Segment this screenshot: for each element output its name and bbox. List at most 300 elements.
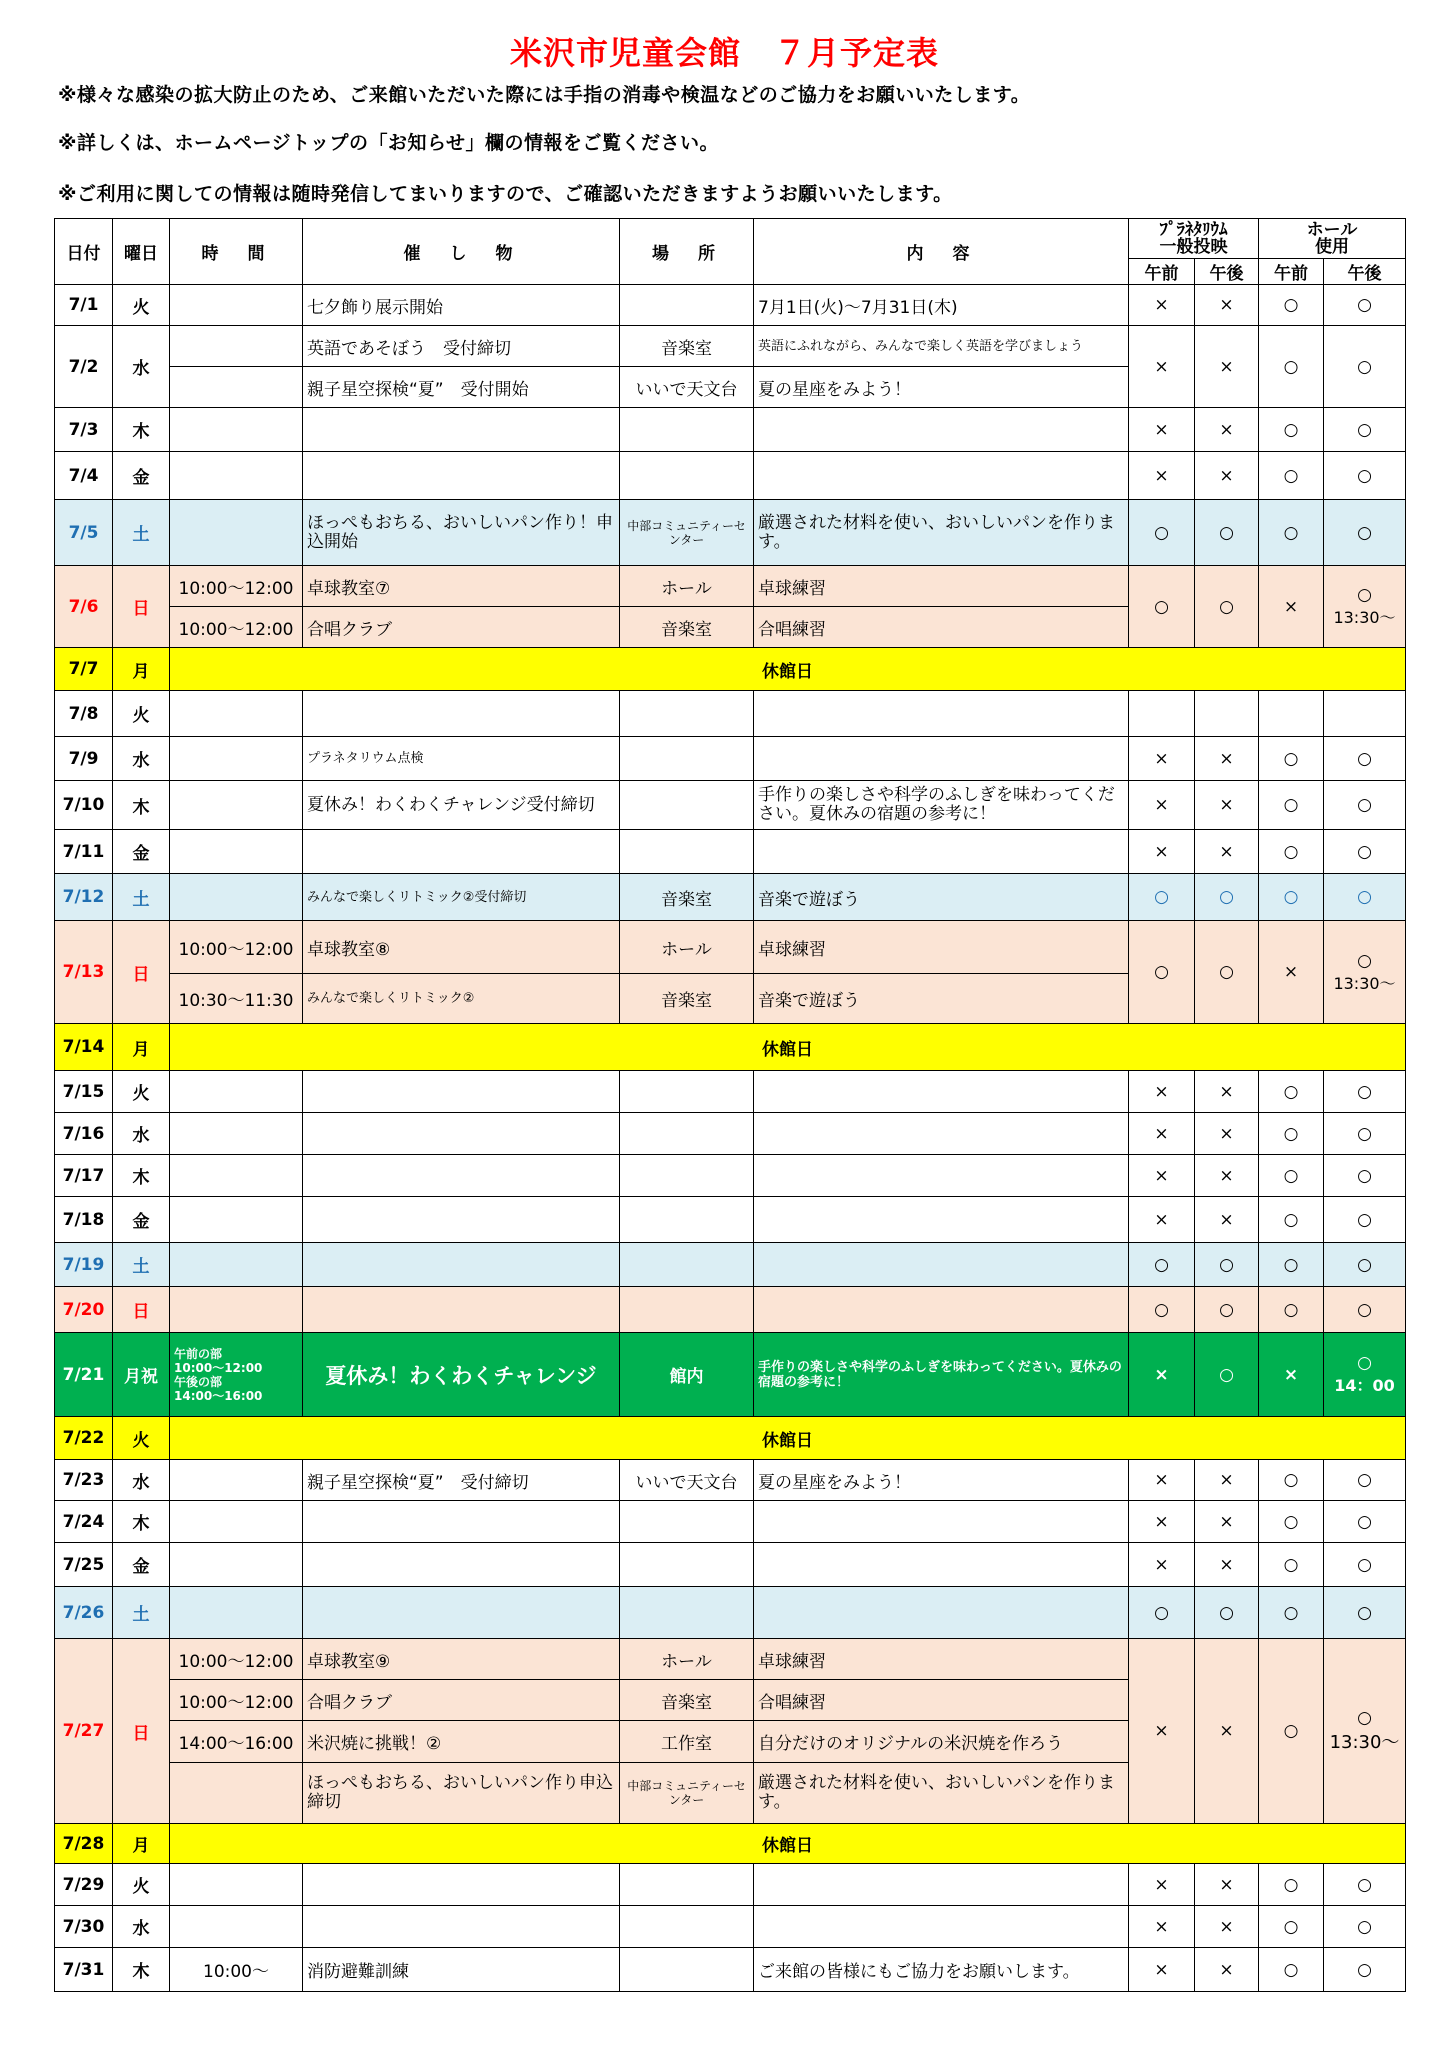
place-cell: 音楽室 xyxy=(620,874,754,921)
event-cell xyxy=(303,1071,620,1113)
day-row xyxy=(55,1587,1406,1639)
planetarium-pm-mark: ○ xyxy=(1195,1287,1259,1333)
dow-cell: 金 xyxy=(113,830,170,874)
time-cell xyxy=(170,285,303,326)
hall-pm-mark: ○ 13:30～ xyxy=(1324,566,1406,648)
place-cell xyxy=(620,1543,754,1587)
planetarium-am-mark: × xyxy=(1129,285,1195,326)
day-row-closed xyxy=(55,1024,1406,1071)
place-cell xyxy=(620,1864,754,1906)
content-cell: 手作りの楽しさや科学のふしぎを味わってください。夏休みの宿題の参考に！ xyxy=(754,781,1129,830)
notice-infection: ※様々な感染の拡大防止のため、ご来館いただいた際には手指の消毒や検温などのご協力をお願いいたします。 xyxy=(58,84,1031,106)
date-cell: 7/10 xyxy=(55,781,113,830)
planetarium-pm-mark xyxy=(1195,691,1259,737)
event-cell: 夏休み！わくわくチャレンジ xyxy=(303,1333,620,1417)
event-cell: 合唱クラブ xyxy=(303,607,620,648)
planetarium-pm-mark: × xyxy=(1195,1113,1259,1155)
place-cell: 音楽室 xyxy=(620,607,754,648)
time-cell: 10:30～11:30 xyxy=(170,974,303,1024)
hall-pm-mark: ○ xyxy=(1324,1864,1406,1906)
hall-am-mark: ○ xyxy=(1259,408,1324,452)
date-cell: 7/25 xyxy=(55,1543,113,1587)
day-row xyxy=(55,1460,1406,1501)
hall-pm-mark: ○ xyxy=(1324,737,1406,781)
day-row xyxy=(55,285,1406,326)
content-cell xyxy=(754,691,1129,737)
planetarium-pm-mark: × xyxy=(1195,1197,1259,1243)
planetarium-pm-mark: × xyxy=(1195,452,1259,500)
time-cell: 10:00～12:00 xyxy=(170,566,303,607)
time-cell xyxy=(170,326,303,367)
day-row-closed xyxy=(55,648,1406,691)
content-cell: 合唱練習 xyxy=(754,1680,1129,1721)
content-cell: 厳選された材料を使い、おいしいパンを作ります。 xyxy=(754,1763,1129,1824)
hall-am-mark: ○ xyxy=(1259,500,1324,566)
place-cell: 中部コミュニティーセンター xyxy=(620,1763,754,1824)
planetarium-am-mark xyxy=(1129,691,1195,737)
dow-cell: 木 xyxy=(113,1155,170,1197)
schedule-table xyxy=(54,218,1406,1992)
hall-pm-mark: ○ xyxy=(1324,1243,1406,1287)
day-row xyxy=(55,1243,1406,1287)
dow-cell: 日 xyxy=(113,566,170,648)
day-row xyxy=(55,1113,1406,1155)
event-cell xyxy=(303,1113,620,1155)
event-cell xyxy=(303,1287,620,1333)
event-cell: 米沢焼に挑戦！② xyxy=(303,1721,620,1763)
place-cell xyxy=(620,737,754,781)
content-cell: 手作りの楽しさや科学のふしぎを味わってください。夏休みの宿題の参考に！ xyxy=(754,1333,1129,1417)
planetarium-am-mark: ○ xyxy=(1129,1287,1195,1333)
hall-am-mark: ○ xyxy=(1259,1948,1324,1992)
day-row xyxy=(55,1543,1406,1587)
date-cell: 7/19 xyxy=(55,1243,113,1287)
header-hall-am: 午前 xyxy=(1259,259,1324,285)
planetarium-pm-mark: ○ xyxy=(1195,921,1259,1024)
content-cell: 英語にふれながら、みんなで楽しく英語を学びましょう xyxy=(754,326,1129,367)
place-cell xyxy=(620,1587,754,1639)
day-row-closed xyxy=(55,1417,1406,1460)
hall-pm-mark: ○ xyxy=(1324,1906,1406,1948)
header-hall: ホール 使用 xyxy=(1259,219,1406,259)
place-cell: 館内 xyxy=(620,1333,754,1417)
hall-pm-mark: ○ xyxy=(1324,1948,1406,1992)
closed-label: 休館日 xyxy=(170,1024,1406,1071)
dow-cell: 土 xyxy=(113,1587,170,1639)
dow-cell: 木 xyxy=(113,1948,170,1992)
dow-cell: 月祝 xyxy=(113,1333,170,1417)
dow-cell: 金 xyxy=(113,1197,170,1243)
date-cell: 7/5 xyxy=(55,500,113,566)
header-dow: 曜日 xyxy=(113,219,170,285)
event-cell xyxy=(303,1587,620,1639)
hall-am-mark: × xyxy=(1259,1333,1324,1417)
place-cell: ホール xyxy=(620,1639,754,1680)
time-cell xyxy=(170,1587,303,1639)
hall-am-mark: ○ xyxy=(1259,1071,1324,1113)
day-row xyxy=(55,921,1406,974)
content-cell: 音楽で遊ぼう xyxy=(754,974,1129,1024)
date-cell: 7/8 xyxy=(55,691,113,737)
page-title: 米沢市児童会館 ７月予定表 xyxy=(509,34,939,72)
planetarium-am-mark: × xyxy=(1129,1543,1195,1587)
planetarium-am-mark: ○ xyxy=(1129,874,1195,921)
dow-cell: 火 xyxy=(113,691,170,737)
dow-cell: 月 xyxy=(113,648,170,691)
hall-pm-mark: ○ xyxy=(1324,1543,1406,1587)
place-cell xyxy=(620,830,754,874)
planetarium-pm-mark: × xyxy=(1195,285,1259,326)
planetarium-pm-mark: ○ xyxy=(1195,1333,1259,1417)
time-cell xyxy=(170,452,303,500)
planetarium-am-mark: ○ xyxy=(1129,1243,1195,1287)
event-cell: 夏休み！わくわくチャレンジ受付締切 xyxy=(303,781,620,830)
content-cell xyxy=(754,737,1129,781)
place-cell: いいで天文台 xyxy=(620,367,754,408)
dow-cell: 土 xyxy=(113,1243,170,1287)
content-cell: 厳選された材料を使い、おいしいパンを作ります。 xyxy=(754,500,1129,566)
day-row xyxy=(55,1287,1406,1333)
content-cell xyxy=(754,1287,1129,1333)
hall-pm-mark: ○ xyxy=(1324,1113,1406,1155)
place-cell xyxy=(620,1287,754,1333)
event-cell xyxy=(303,1501,620,1543)
planetarium-am-mark: × xyxy=(1129,408,1195,452)
hall-pm-mark: ○ xyxy=(1324,781,1406,830)
date-cell: 7/18 xyxy=(55,1197,113,1243)
dow-cell: 金 xyxy=(113,1543,170,1587)
hall-pm-mark: ○ 13:30～ xyxy=(1324,921,1406,1024)
dow-cell: 木 xyxy=(113,408,170,452)
planetarium-pm-mark: × xyxy=(1195,1155,1259,1197)
planetarium-am-mark: ○ xyxy=(1129,921,1195,1024)
event-cell: 七夕飾り展示開始 xyxy=(303,285,620,326)
place-cell xyxy=(620,1155,754,1197)
time-cell xyxy=(170,691,303,737)
planetarium-pm-mark: × xyxy=(1195,1071,1259,1113)
planetarium-pm-mark: ○ xyxy=(1195,566,1259,648)
hall-pm-mark: ○ xyxy=(1324,1460,1406,1501)
time-cell xyxy=(170,830,303,874)
hall-pm-mark: ○ xyxy=(1324,408,1406,452)
planetarium-am-mark: × xyxy=(1129,1197,1195,1243)
planetarium-am-mark: ○ xyxy=(1129,566,1195,648)
time-cell xyxy=(170,1155,303,1197)
date-cell: 7/14 xyxy=(55,1024,113,1071)
content-cell xyxy=(754,452,1129,500)
content-cell xyxy=(754,1501,1129,1543)
content-cell: 音楽で遊ぼう xyxy=(754,874,1129,921)
date-cell: 7/12 xyxy=(55,874,113,921)
date-cell: 7/22 xyxy=(55,1417,113,1460)
planetarium-pm-mark: ○ xyxy=(1195,1243,1259,1287)
event-cell: プラネタリウム点検 xyxy=(303,737,620,781)
hall-am-mark: ○ xyxy=(1259,1639,1324,1824)
content-cell: 自分だけのオリジナルの米沢焼を作ろう xyxy=(754,1721,1129,1763)
event-cell xyxy=(303,452,620,500)
dow-cell: 水 xyxy=(113,1460,170,1501)
day-row xyxy=(55,1197,1406,1243)
content-cell xyxy=(754,830,1129,874)
content-cell xyxy=(754,408,1129,452)
closed-label: 休館日 xyxy=(170,1824,1406,1864)
time-cell xyxy=(170,1071,303,1113)
hall-pm-mark: ○ xyxy=(1324,500,1406,566)
place-cell xyxy=(620,452,754,500)
place-cell: ホール xyxy=(620,566,754,607)
date-cell: 7/13 xyxy=(55,921,113,1024)
place-cell: 音楽室 xyxy=(620,974,754,1024)
dow-cell: 月 xyxy=(113,1824,170,1864)
hall-am-mark: ○ xyxy=(1259,737,1324,781)
content-cell: 卓球練習 xyxy=(754,1639,1129,1680)
date-cell: 7/28 xyxy=(55,1824,113,1864)
time-cell xyxy=(170,408,303,452)
time-cell xyxy=(170,1113,303,1155)
date-cell: 7/26 xyxy=(55,1587,113,1639)
planetarium-am-mark: × xyxy=(1129,1113,1195,1155)
hall-pm-mark: ○ xyxy=(1324,1287,1406,1333)
place-cell xyxy=(620,691,754,737)
planetarium-am-mark: ○ xyxy=(1129,500,1195,566)
header-date: 日付 xyxy=(55,219,113,285)
content-cell: 7月1日(火)～7月31日(木) xyxy=(754,285,1129,326)
day-row-special xyxy=(55,1333,1406,1417)
event-cell: みんなで楽しくリトミック②受付締切 xyxy=(303,874,620,921)
hall-am-mark: ○ xyxy=(1259,874,1324,921)
date-cell: 7/29 xyxy=(55,1864,113,1906)
planetarium-am-mark: × xyxy=(1129,1333,1195,1417)
planetarium-am-mark: × xyxy=(1129,830,1195,874)
dow-cell: 水 xyxy=(113,737,170,781)
hall-pm-mark: ○ xyxy=(1324,452,1406,500)
day-row xyxy=(55,737,1406,781)
planetarium-pm-mark: × xyxy=(1195,1543,1259,1587)
event-cell xyxy=(303,1243,620,1287)
content-cell xyxy=(754,1543,1129,1587)
day-row xyxy=(55,326,1406,367)
content-cell xyxy=(754,1243,1129,1287)
place-cell: 音楽室 xyxy=(620,326,754,367)
time-cell xyxy=(170,1906,303,1948)
day-row xyxy=(55,1155,1406,1197)
date-cell: 7/11 xyxy=(55,830,113,874)
hall-pm-mark: ○ 13:30～ xyxy=(1324,1639,1406,1824)
time-cell: 10:00～12:00 xyxy=(170,1639,303,1680)
time-cell xyxy=(170,1287,303,1333)
planetarium-pm-mark: ○ xyxy=(1195,500,1259,566)
hall-am-mark: ○ xyxy=(1259,452,1324,500)
planetarium-am-mark: × xyxy=(1129,1460,1195,1501)
hall-pm-mark: ○ xyxy=(1324,1071,1406,1113)
content-cell xyxy=(754,1587,1129,1639)
dow-cell: 水 xyxy=(113,1113,170,1155)
hall-am-mark: ○ xyxy=(1259,1587,1324,1639)
event-cell xyxy=(303,1197,620,1243)
dow-cell: 火 xyxy=(113,1071,170,1113)
event-cell: ほっぺもおちる、おいしいパン作り！申込開始 xyxy=(303,500,620,566)
planetarium-pm-mark: × xyxy=(1195,1906,1259,1948)
hall-am-mark: ○ xyxy=(1259,1197,1324,1243)
event-cell xyxy=(303,691,620,737)
date-cell: 7/23 xyxy=(55,1460,113,1501)
place-cell xyxy=(620,1197,754,1243)
event-cell: 消防避難訓練 xyxy=(303,1948,620,1992)
event-cell: 合唱クラブ xyxy=(303,1680,620,1721)
hall-pm-mark: ○ xyxy=(1324,1587,1406,1639)
hall-pm-mark: ○ xyxy=(1324,1155,1406,1197)
time-cell xyxy=(170,1197,303,1243)
day-row xyxy=(55,1639,1406,1680)
day-row xyxy=(55,408,1406,452)
dow-cell: 木 xyxy=(113,1501,170,1543)
planetarium-pm-mark: × xyxy=(1195,781,1259,830)
place-cell xyxy=(620,285,754,326)
event-cell xyxy=(303,830,620,874)
date-cell: 7/6 xyxy=(55,566,113,648)
day-row xyxy=(55,1501,1406,1543)
header-planetarium-am: 午前 xyxy=(1129,259,1195,285)
header-planetarium: ﾌﾟﾗﾈﾀﾘｳﾑ 一般投映 xyxy=(1129,219,1259,259)
event-cell: 英語であそぼう 受付締切 xyxy=(303,326,620,367)
place-cell: 工作室 xyxy=(620,1721,754,1763)
closed-label: 休館日 xyxy=(170,1417,1406,1460)
place-cell: 音楽室 xyxy=(620,1680,754,1721)
content-cell xyxy=(754,1155,1129,1197)
planetarium-am-mark: × xyxy=(1129,737,1195,781)
time-cell xyxy=(170,1243,303,1287)
content-cell xyxy=(754,1864,1129,1906)
dow-cell: 火 xyxy=(113,285,170,326)
dow-cell: 木 xyxy=(113,781,170,830)
content-cell: ご来館の皆様にもご協力をお願いします。 xyxy=(754,1948,1129,1992)
day-row xyxy=(55,691,1406,737)
time-cell xyxy=(170,1460,303,1501)
planetarium-pm-mark: × xyxy=(1195,1948,1259,1992)
planetarium-pm-mark: × xyxy=(1195,326,1259,408)
place-cell xyxy=(620,1113,754,1155)
hall-am-mark: ○ xyxy=(1259,830,1324,874)
planetarium-am-mark: × xyxy=(1129,1864,1195,1906)
place-cell xyxy=(620,1243,754,1287)
date-cell: 7/15 xyxy=(55,1071,113,1113)
dow-cell: 日 xyxy=(113,921,170,1024)
date-cell: 7/31 xyxy=(55,1948,113,1992)
time-cell xyxy=(170,874,303,921)
place-cell: 中部コミュニティーセンター xyxy=(620,500,754,566)
time-cell xyxy=(170,500,303,566)
planetarium-am-mark: × xyxy=(1129,1501,1195,1543)
event-cell: ほっぺもおちる、おいしいパン作り申込締切 xyxy=(303,1763,620,1824)
planetarium-pm-mark: × xyxy=(1195,408,1259,452)
header-hall-pm: 午後 xyxy=(1324,259,1406,285)
time-cell xyxy=(170,367,303,408)
dow-cell: 火 xyxy=(113,1864,170,1906)
event-cell xyxy=(303,408,620,452)
planetarium-pm-mark: × xyxy=(1195,1460,1259,1501)
content-cell: 卓球練習 xyxy=(754,566,1129,607)
day-row xyxy=(55,1906,1406,1948)
date-cell: 7/2 xyxy=(55,326,113,408)
dow-cell: 月 xyxy=(113,1024,170,1071)
day-row xyxy=(55,452,1406,500)
place-cell: いいで天文台 xyxy=(620,1460,754,1501)
hall-am-mark: ○ xyxy=(1259,1460,1324,1501)
planetarium-am-mark: × xyxy=(1129,1639,1195,1824)
date-cell: 7/9 xyxy=(55,737,113,781)
planetarium-am-mark: × xyxy=(1129,326,1195,408)
time-cell: 14:00～16:00 xyxy=(170,1721,303,1763)
content-cell: 夏の星座をみよう！ xyxy=(754,367,1129,408)
hall-am-mark: ○ xyxy=(1259,1287,1324,1333)
hall-am-mark: ○ xyxy=(1259,1543,1324,1587)
notice-updates: ※ご利用に関しての情報は随時発信してまいりますので、ご確認いただきますようお願いいたします。 xyxy=(58,183,953,205)
planetarium-pm-mark: × xyxy=(1195,1501,1259,1543)
hall-am-mark: ○ xyxy=(1259,1155,1324,1197)
date-cell: 7/16 xyxy=(55,1113,113,1155)
planetarium-am-mark: × xyxy=(1129,452,1195,500)
dow-cell: 火 xyxy=(113,1417,170,1460)
time-cell xyxy=(170,1501,303,1543)
planetarium-pm-mark: × xyxy=(1195,737,1259,781)
header-time: 時 間 xyxy=(170,219,303,285)
day-row xyxy=(55,781,1406,830)
closed-label: 休館日 xyxy=(170,648,1406,691)
time-cell: 午前の部 10:00～12:00 午後の部 14:00～16:00 xyxy=(170,1333,303,1417)
planetarium-am-mark: × xyxy=(1129,1155,1195,1197)
event-cell xyxy=(303,1543,620,1587)
hall-am-mark xyxy=(1259,691,1324,737)
planetarium-am-mark: ○ xyxy=(1129,1587,1195,1639)
date-cell: 7/1 xyxy=(55,285,113,326)
place-cell: ホール xyxy=(620,921,754,974)
dow-cell: 土 xyxy=(113,500,170,566)
planetarium-am-mark: × xyxy=(1129,1906,1195,1948)
day-row xyxy=(55,566,1406,607)
content-cell xyxy=(754,1071,1129,1113)
day-row xyxy=(55,1948,1406,1992)
dow-cell: 水 xyxy=(113,326,170,408)
hall-am-mark: ○ xyxy=(1259,1864,1324,1906)
hall-am-mark: ○ xyxy=(1259,326,1324,408)
hall-am-mark: × xyxy=(1259,566,1324,648)
hall-pm-mark: ○ xyxy=(1324,1501,1406,1543)
event-cell xyxy=(303,1155,620,1197)
event-cell: 卓球教室⑨ xyxy=(303,1639,620,1680)
time-cell: 10:00～12:00 xyxy=(170,607,303,648)
time-cell xyxy=(170,781,303,830)
content-cell: 夏の星座をみよう！ xyxy=(754,1460,1129,1501)
hall-am-mark: × xyxy=(1259,921,1324,1024)
event-cell: 親子星空探検“夏” 受付締切 xyxy=(303,1460,620,1501)
hall-am-mark: ○ xyxy=(1259,285,1324,326)
dow-cell: 水 xyxy=(113,1906,170,1948)
hall-pm-mark: ○ xyxy=(1324,285,1406,326)
place-cell xyxy=(620,1071,754,1113)
time-cell xyxy=(170,1543,303,1587)
hall-am-mark: ○ xyxy=(1259,1501,1324,1543)
dow-cell: 日 xyxy=(113,1639,170,1824)
hall-am-mark: ○ xyxy=(1259,1243,1324,1287)
dow-cell: 土 xyxy=(113,874,170,921)
date-cell: 7/4 xyxy=(55,452,113,500)
time-cell xyxy=(170,1763,303,1824)
date-cell: 7/7 xyxy=(55,648,113,691)
hall-am-mark: ○ xyxy=(1259,1906,1324,1948)
content-cell xyxy=(754,1906,1129,1948)
place-cell xyxy=(620,1501,754,1543)
date-cell: 7/20 xyxy=(55,1287,113,1333)
